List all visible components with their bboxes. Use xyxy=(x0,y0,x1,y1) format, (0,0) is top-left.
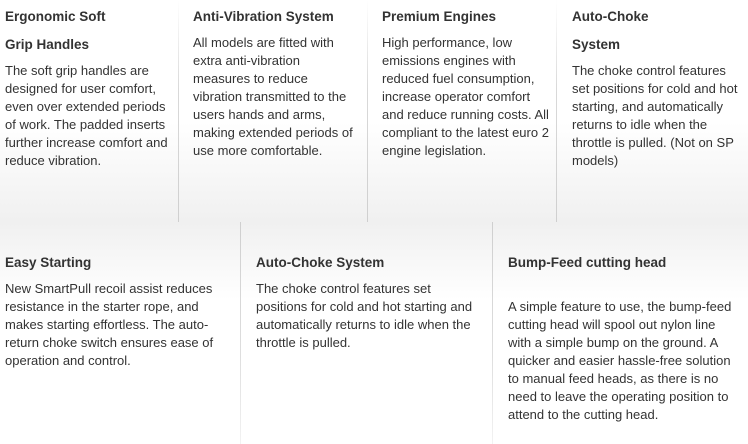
feature-description: New SmartPull recoil assist reduces resistance in the starter rope, and makes starting effortless. The auto-return choke switch ensures ease of operation and control. xyxy=(5,281,214,368)
feature-description: All models are fitted with extra anti-vibration measures to reduce vibration transmitted to the users hands and arms, making extended periods of use more comfortable. xyxy=(193,35,353,158)
feature-description: The soft grip handles are designed for user comfort, even over extended periods of work. The padded inserts further increase comfort and reduce vibration. xyxy=(5,63,168,168)
features-row-bottom xyxy=(0,222,748,444)
feature-auto-choke-top xyxy=(557,0,748,222)
feature-anti-vibration xyxy=(179,0,368,222)
feature-description: The choke control features set positions for cold and hot starting, and automatically returns to idle when the throttle is pulled. (Not on SP models) xyxy=(572,63,738,168)
feature-bump-feed xyxy=(493,222,748,444)
feature-description: The choke control features set positions for cold and hot starting and automatically returns to idle when the throttle is pulled. xyxy=(256,281,473,350)
feature-heading: Auto-Choke xyxy=(572,9,649,24)
feature-heading: Easy Starting xyxy=(5,255,92,270)
feature-heading: Grip Handles xyxy=(5,37,90,52)
feature-premium-engines xyxy=(368,0,557,222)
feature-heading: Anti-Vibration System xyxy=(193,9,334,24)
feature-heading: Ergonomic Soft xyxy=(5,9,106,24)
feature-easy-starting xyxy=(0,222,241,444)
feature-auto-choke-bottom xyxy=(241,222,493,444)
feature-heading: Auto-Choke System xyxy=(256,255,385,270)
feature-heading: Premium Engines xyxy=(382,9,497,24)
feature-heading: System xyxy=(572,37,621,52)
feature-description: High performance, low emissions engines with reduced fuel consumption, increase operator comfort and reduce running costs. All compliant to the latest euro 2 engine legislation. xyxy=(382,35,549,158)
feature-ergonomic-grip xyxy=(0,0,179,222)
feature-description: A simple feature to use, the bump-feed cutting head will spool out nylon line with a simple bump on the ground. A quicker and easier hassle-free solution to manual feed heads, as there is no need to leave the operating position to attend to the cutting head. xyxy=(508,299,732,422)
feature-heading: Bump-Feed cutting head xyxy=(508,255,667,270)
